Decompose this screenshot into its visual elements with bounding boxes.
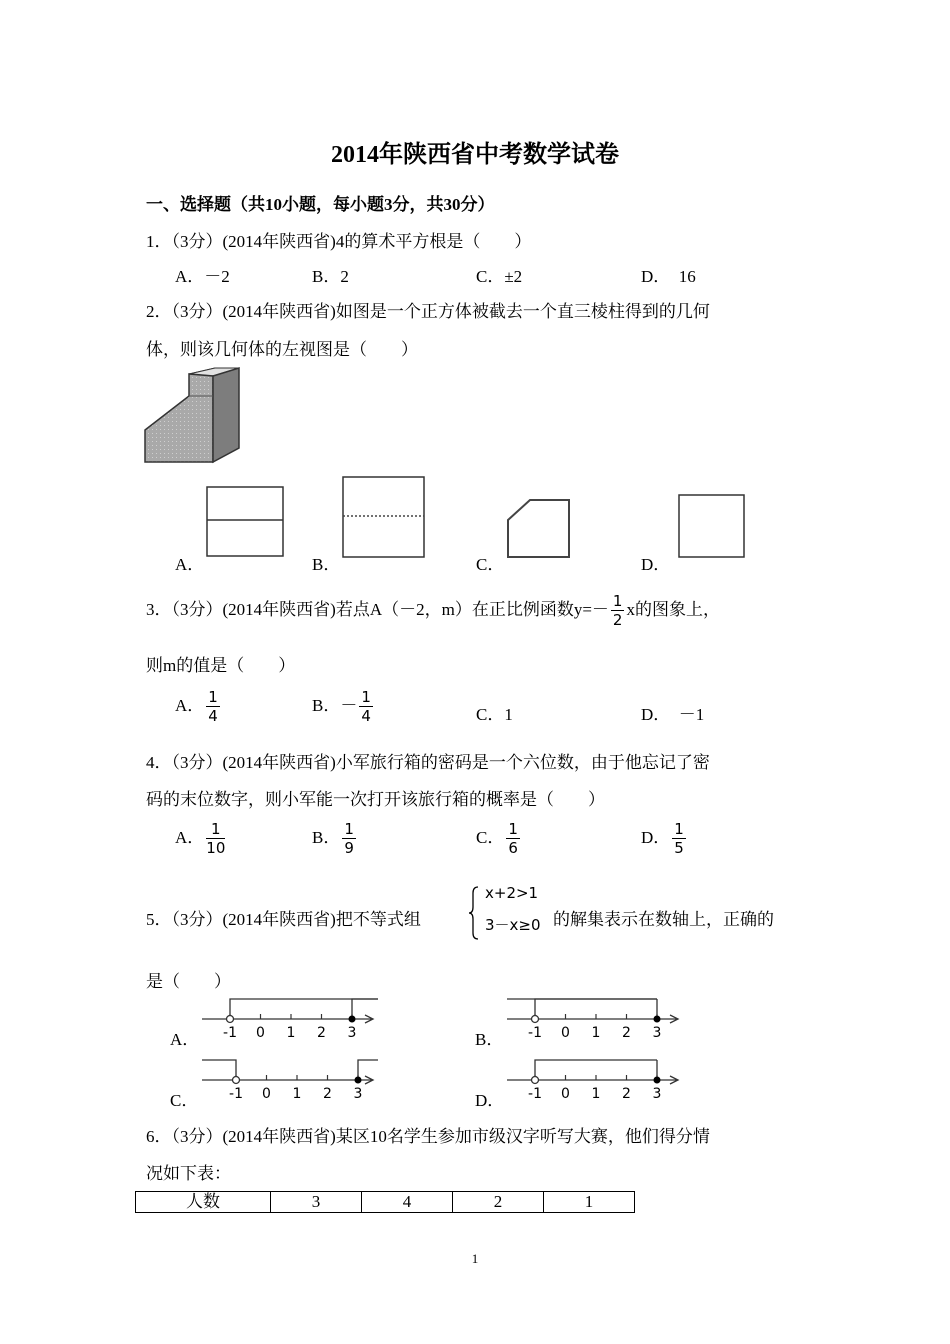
q5-stem-line2: 是（ ） — [146, 972, 231, 991]
axis-tick-label: 1 — [292, 1086, 302, 1102]
axis-tick-label: 0 — [262, 1086, 271, 1102]
q4-option-c-fraction: $\frac{1}{6}$ — [508, 820, 518, 857]
q5-option-d: D． — [475, 1091, 505, 1110]
q5-stem-prefix: 5．（3分）(2014年陕西省)把不等式组 — [146, 910, 421, 929]
q2-option-c: C． — [476, 555, 505, 574]
table-cell: 4 — [362, 1192, 453, 1213]
axis-tick-label: 1 — [286, 1025, 296, 1041]
axis-tick-label: 0 — [256, 1025, 265, 1041]
q2-option-d: D． — [641, 555, 671, 574]
closed-endpoint — [355, 1077, 362, 1084]
q1-option-b: B．2 — [312, 267, 349, 286]
solution-bracket-left — [202, 1060, 236, 1080]
q6-stem-line1: 6．（3分）(2014年陕西省)某区10名学生参加市级汉字听写大赛，他们得分情 — [146, 1127, 710, 1146]
axis-tick-label: -1 — [528, 1086, 542, 1102]
axis-tick-label: 1 — [591, 1086, 601, 1102]
table-cell: 3 — [271, 1192, 362, 1213]
axis-tick-label: 2 — [317, 1025, 326, 1041]
open-endpoint — [532, 1077, 539, 1084]
q3-stem-suffix: x的图象上， — [626, 599, 720, 619]
q2-view-b-figure — [342, 476, 426, 558]
q4-option-b: B． $\frac{1}{9}$ — [312, 820, 354, 857]
axis-tick-label: 2 — [622, 1086, 631, 1102]
open-endpoint — [227, 1016, 234, 1023]
q5-number-line-a — [200, 995, 385, 1045]
q2-view-c-figure — [506, 498, 572, 560]
q2-option-b: B． — [312, 555, 341, 574]
q3-option-d: D． －1 — [641, 705, 705, 724]
q5-option-a: A． — [170, 1030, 200, 1049]
open-endpoint — [532, 1016, 539, 1023]
q3-stem-line1 — [146, 594, 720, 628]
q1-stem: 1．（3分）(2014年陕西省)4的算术平方根是（ ） — [146, 232, 532, 251]
table-cell: 1 — [544, 1192, 635, 1213]
q6-score-table — [135, 1191, 635, 1213]
q3-option-c: C．1 — [476, 705, 513, 724]
q2-view-d-figure — [678, 494, 746, 558]
axis-tick-label: 0 — [561, 1086, 570, 1102]
axis-tick-label: -1 — [229, 1086, 243, 1102]
q2-stem-line2: 体，则该几何体的左视图是（ ） — [146, 340, 418, 359]
q5-system-line2: 3－x≥0 — [485, 916, 541, 934]
axis-tick-label: 3 — [652, 1086, 662, 1102]
q6-stem-line2: 况如下表： — [146, 1164, 231, 1183]
q3-option-b: B．－ $\frac{1}{4}$ — [312, 688, 371, 725]
solution-bracket-left — [230, 999, 378, 1019]
q5-option-b: B． — [475, 1030, 504, 1049]
q4-option-a-fraction: $\frac{1}{10}$ — [206, 820, 226, 857]
q5-stem-suffix: 的解集表示在数轴上，正确的 — [553, 910, 774, 929]
closed-endpoint — [654, 1016, 661, 1023]
q2-option-a: A． — [175, 555, 205, 574]
axis-tick-label: 2 — [622, 1025, 631, 1041]
closed-endpoint — [349, 1016, 356, 1023]
axis-tick-label: 3 — [353, 1086, 363, 1102]
q5-number-line-b — [505, 995, 690, 1045]
q1-option-d: D． 16 — [641, 267, 696, 286]
axis-tick-label: -1 — [223, 1025, 237, 1041]
open-endpoint — [233, 1077, 240, 1084]
section-heading: 一、选择题（共10小题，每小题3分，共30分） — [146, 195, 495, 214]
q2-solid-figure — [143, 368, 243, 466]
q3-option-a: A． $\frac{1}{4}$ — [175, 688, 218, 725]
q4-option-d: D． $\frac{1}{5}$ — [641, 820, 684, 857]
q3-fraction-num: 1 — [612, 592, 623, 610]
axis-tick-label: 0 — [561, 1025, 570, 1041]
q3-stem-line2: 则m的值是（ ） — [146, 656, 296, 675]
q5-option-c: C． — [170, 1091, 199, 1110]
solution-bracket-right — [352, 999, 378, 1019]
page-number: 1 — [471, 1251, 479, 1266]
table-cell-header: 人数 — [136, 1192, 271, 1213]
table-row — [136, 1192, 635, 1213]
axis-tick-label: 1 — [591, 1025, 601, 1041]
q3-option-b-fraction: $\frac{1}{4}$ — [361, 688, 371, 725]
axis-tick-label: -1 — [528, 1025, 542, 1041]
q4-option-c: C． $\frac{1}{6}$ — [476, 820, 518, 857]
axis-tick-label: 3 — [347, 1025, 357, 1041]
table-cell: 2 — [453, 1192, 544, 1213]
q4-stem-line2: 码的末位数字，则小军能一次打开该旅行箱的概率是（ ） — [146, 790, 605, 809]
q3-option-a-fraction: $\frac{1}{4}$ — [208, 688, 218, 725]
q5-number-line-c — [200, 1056, 385, 1106]
q4-option-a: A． $\frac{1}{10}$ — [175, 820, 226, 857]
q3-stem-prefix: 3．（3分）(2014年陕西省)若点A（－2，m）在正比例函数y=－ — [146, 599, 609, 619]
page-title: 2014年陕西省中考数学试卷 — [331, 142, 619, 168]
q1-option-a: A．－2 — [175, 267, 230, 286]
closed-endpoint — [654, 1077, 661, 1084]
q2-stem-line1: 2．（3分）(2014年陕西省)如图是一个正方体被截去一个直三棱柱得到的几何 — [146, 302, 710, 321]
q1-option-c: C．±2 — [476, 267, 523, 286]
q4-option-d-fraction: $\frac{1}{5}$ — [674, 820, 684, 857]
axis-tick-label: 3 — [652, 1025, 662, 1041]
q4-option-b-fraction: $\frac{1}{9}$ — [344, 820, 354, 857]
q4-stem-line1: 4．（3分）(2014年陕西省)小军旅行箱的密码是一个六位数，由于他忘记了密 — [146, 753, 710, 772]
axis-tick-label: 2 — [323, 1086, 332, 1102]
q5-number-line-d — [505, 1056, 690, 1106]
q5-system-line1: x+2>1 — [485, 884, 539, 902]
q3-fraction-den: 2 — [612, 611, 623, 629]
q2-view-a-figure — [206, 486, 286, 558]
q3-fraction — [611, 594, 625, 628]
q5-system-brace — [468, 885, 480, 941]
